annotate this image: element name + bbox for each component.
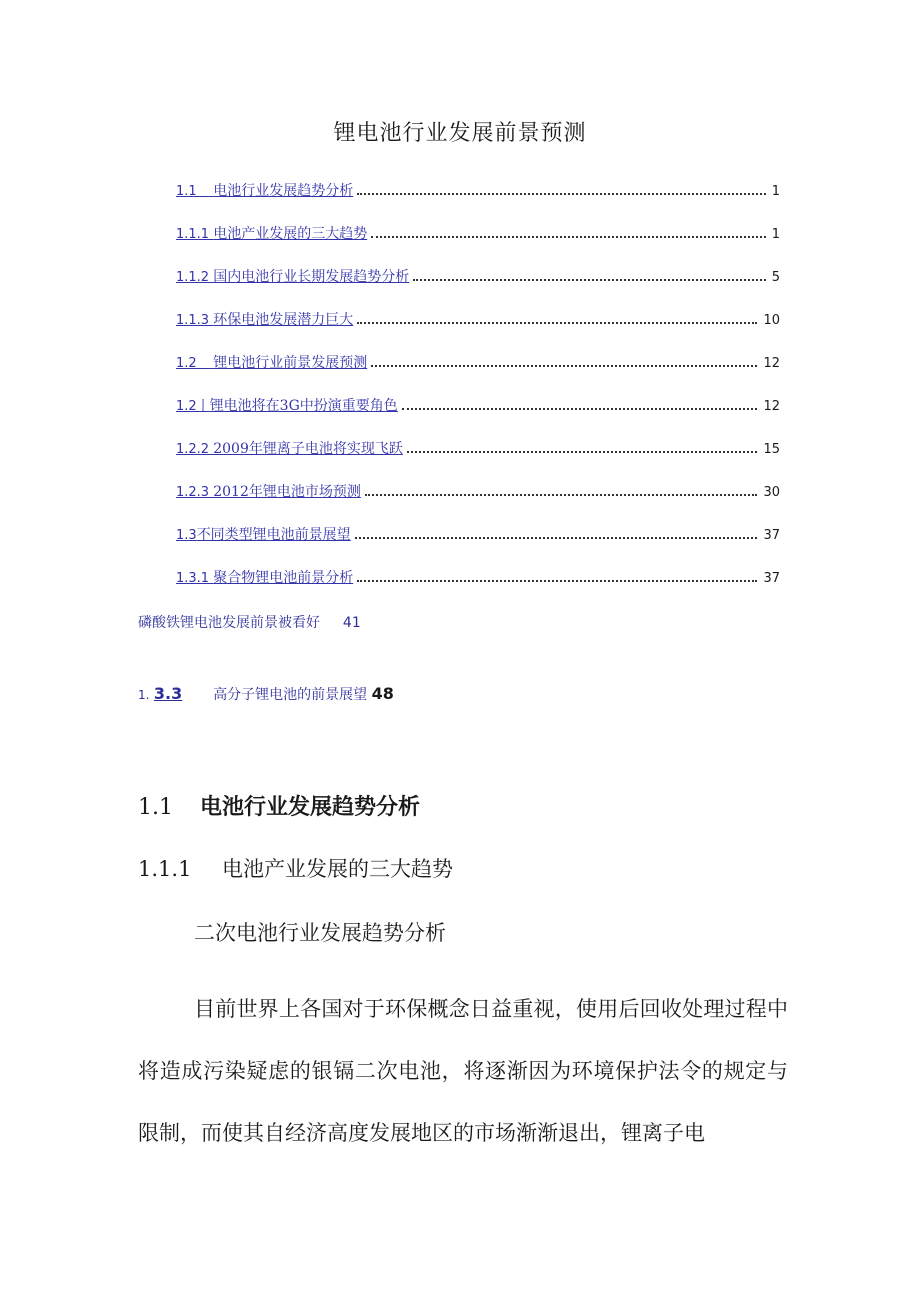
- toc-number[interactable]: 1.1.2: [176, 270, 214, 285]
- toc-link[interactable]: 环保电池发展潜力巨大: [213, 312, 354, 328]
- subsection-heading: 二次电池行业发展趋势分析: [194, 921, 446, 945]
- toc-link[interactable]: 国内电池行业长期发展趋势分析: [213, 269, 410, 285]
- toc-number[interactable]: 1.2丨: [176, 399, 210, 414]
- toc-number[interactable]: 1.2.2: [176, 442, 214, 457]
- toc-number[interactable]: 1.3: [176, 528, 197, 543]
- toc-entry[interactable]: [176, 567, 780, 589]
- section-heading-1-1: [138, 790, 420, 821]
- toc-link[interactable]: 电池产业发展的三大趋势: [213, 226, 368, 242]
- section-heading-1-1-1: [138, 853, 453, 883]
- toc-leader: [355, 537, 758, 539]
- toc-entry-plain[interactable]: [138, 612, 361, 632]
- toc-number[interactable]: 3.3: [153, 684, 183, 703]
- document-title: 锂电池行业发展前景预测: [333, 121, 587, 146]
- toc-page-number: 37: [763, 571, 780, 586]
- toc-entry[interactable]: [176, 180, 780, 202]
- toc-page-number: 5: [771, 270, 780, 285]
- section-title: 电池产业发展的三大趋势: [222, 857, 453, 881]
- toc-link[interactable]: 锂电池将在3G中扮演重要角色: [209, 398, 398, 414]
- toc-page-number: 1: [771, 184, 780, 199]
- toc-number[interactable]: 1.2: [176, 356, 214, 371]
- toc-page-number: 30: [763, 485, 780, 500]
- toc-entry[interactable]: [176, 309, 780, 331]
- toc-leader: [402, 408, 758, 410]
- toc-page-number: 15: [763, 442, 780, 457]
- toc-entry[interactable]: [176, 266, 780, 288]
- toc-number[interactable]: 1.1: [176, 184, 214, 199]
- section-number: 1.1.1: [138, 857, 192, 881]
- toc-leader: [413, 279, 766, 281]
- toc-entry[interactable]: [176, 524, 780, 546]
- toc-leader: [365, 494, 758, 496]
- toc-number[interactable]: 1.2.3: [176, 485, 214, 500]
- toc-leader: [371, 365, 757, 367]
- body-paragraph: 目前世界上各国对于环保概念日益重视，使用后回收处理过程中将造成污染疑虑的银镉二次电池，将逐渐因为环境保护法令的规定与限制，而使其自经济高度发展地区的市场渐渐退出，锂离子电: [138, 997, 788, 1145]
- toc-entry[interactable]: [176, 352, 780, 374]
- toc-leader: [407, 451, 758, 453]
- toc-link[interactable]: 2009年锂离子电池将实现飞跃: [213, 441, 403, 457]
- toc-link[interactable]: 高分子锂电池的前景展望: [213, 687, 368, 703]
- toc-entry[interactable]: [176, 481, 780, 503]
- toc-leader: [371, 236, 766, 238]
- toc-page-number: 1: [771, 227, 780, 242]
- toc-page-number: 41: [342, 615, 361, 631]
- toc-link[interactable]: 不同类型锂电池前景展望: [196, 527, 351, 543]
- toc-leader: [357, 580, 757, 582]
- toc-page-number: 12: [763, 356, 780, 371]
- toc-number[interactable]: 1.1.3: [176, 313, 214, 328]
- toc-link[interactable]: 锂电池行业前景发展预测: [213, 355, 368, 371]
- toc-entry-plain[interactable]: [138, 684, 394, 704]
- toc-leader: [357, 193, 766, 195]
- toc-page-number: 37: [763, 528, 780, 543]
- toc-page-number: 48: [371, 684, 394, 703]
- toc-number-prefix: 1.: [138, 688, 150, 702]
- section-number: 1.1: [138, 795, 173, 820]
- toc-entry[interactable]: [176, 223, 780, 245]
- toc-number[interactable]: 1.1.1: [176, 227, 214, 242]
- toc-leader: [357, 322, 757, 324]
- toc-link[interactable]: 聚合物锂电池前景分析: [213, 570, 354, 586]
- toc-entry[interactable]: [176, 395, 780, 417]
- toc-page-number: 10: [763, 313, 780, 328]
- toc-link[interactable]: 2012年锂电池市场预测: [213, 484, 361, 500]
- toc-link[interactable]: 磷酸铁锂电池发展前景被看好: [138, 615, 320, 631]
- toc-entry[interactable]: [176, 438, 780, 460]
- toc-link[interactable]: 电池行业发展趋势分析: [213, 183, 354, 199]
- toc-page-number: 12: [763, 399, 780, 414]
- toc-number[interactable]: 1.3.1: [176, 571, 214, 586]
- section-title: 电池行业发展趋势分析: [200, 795, 421, 820]
